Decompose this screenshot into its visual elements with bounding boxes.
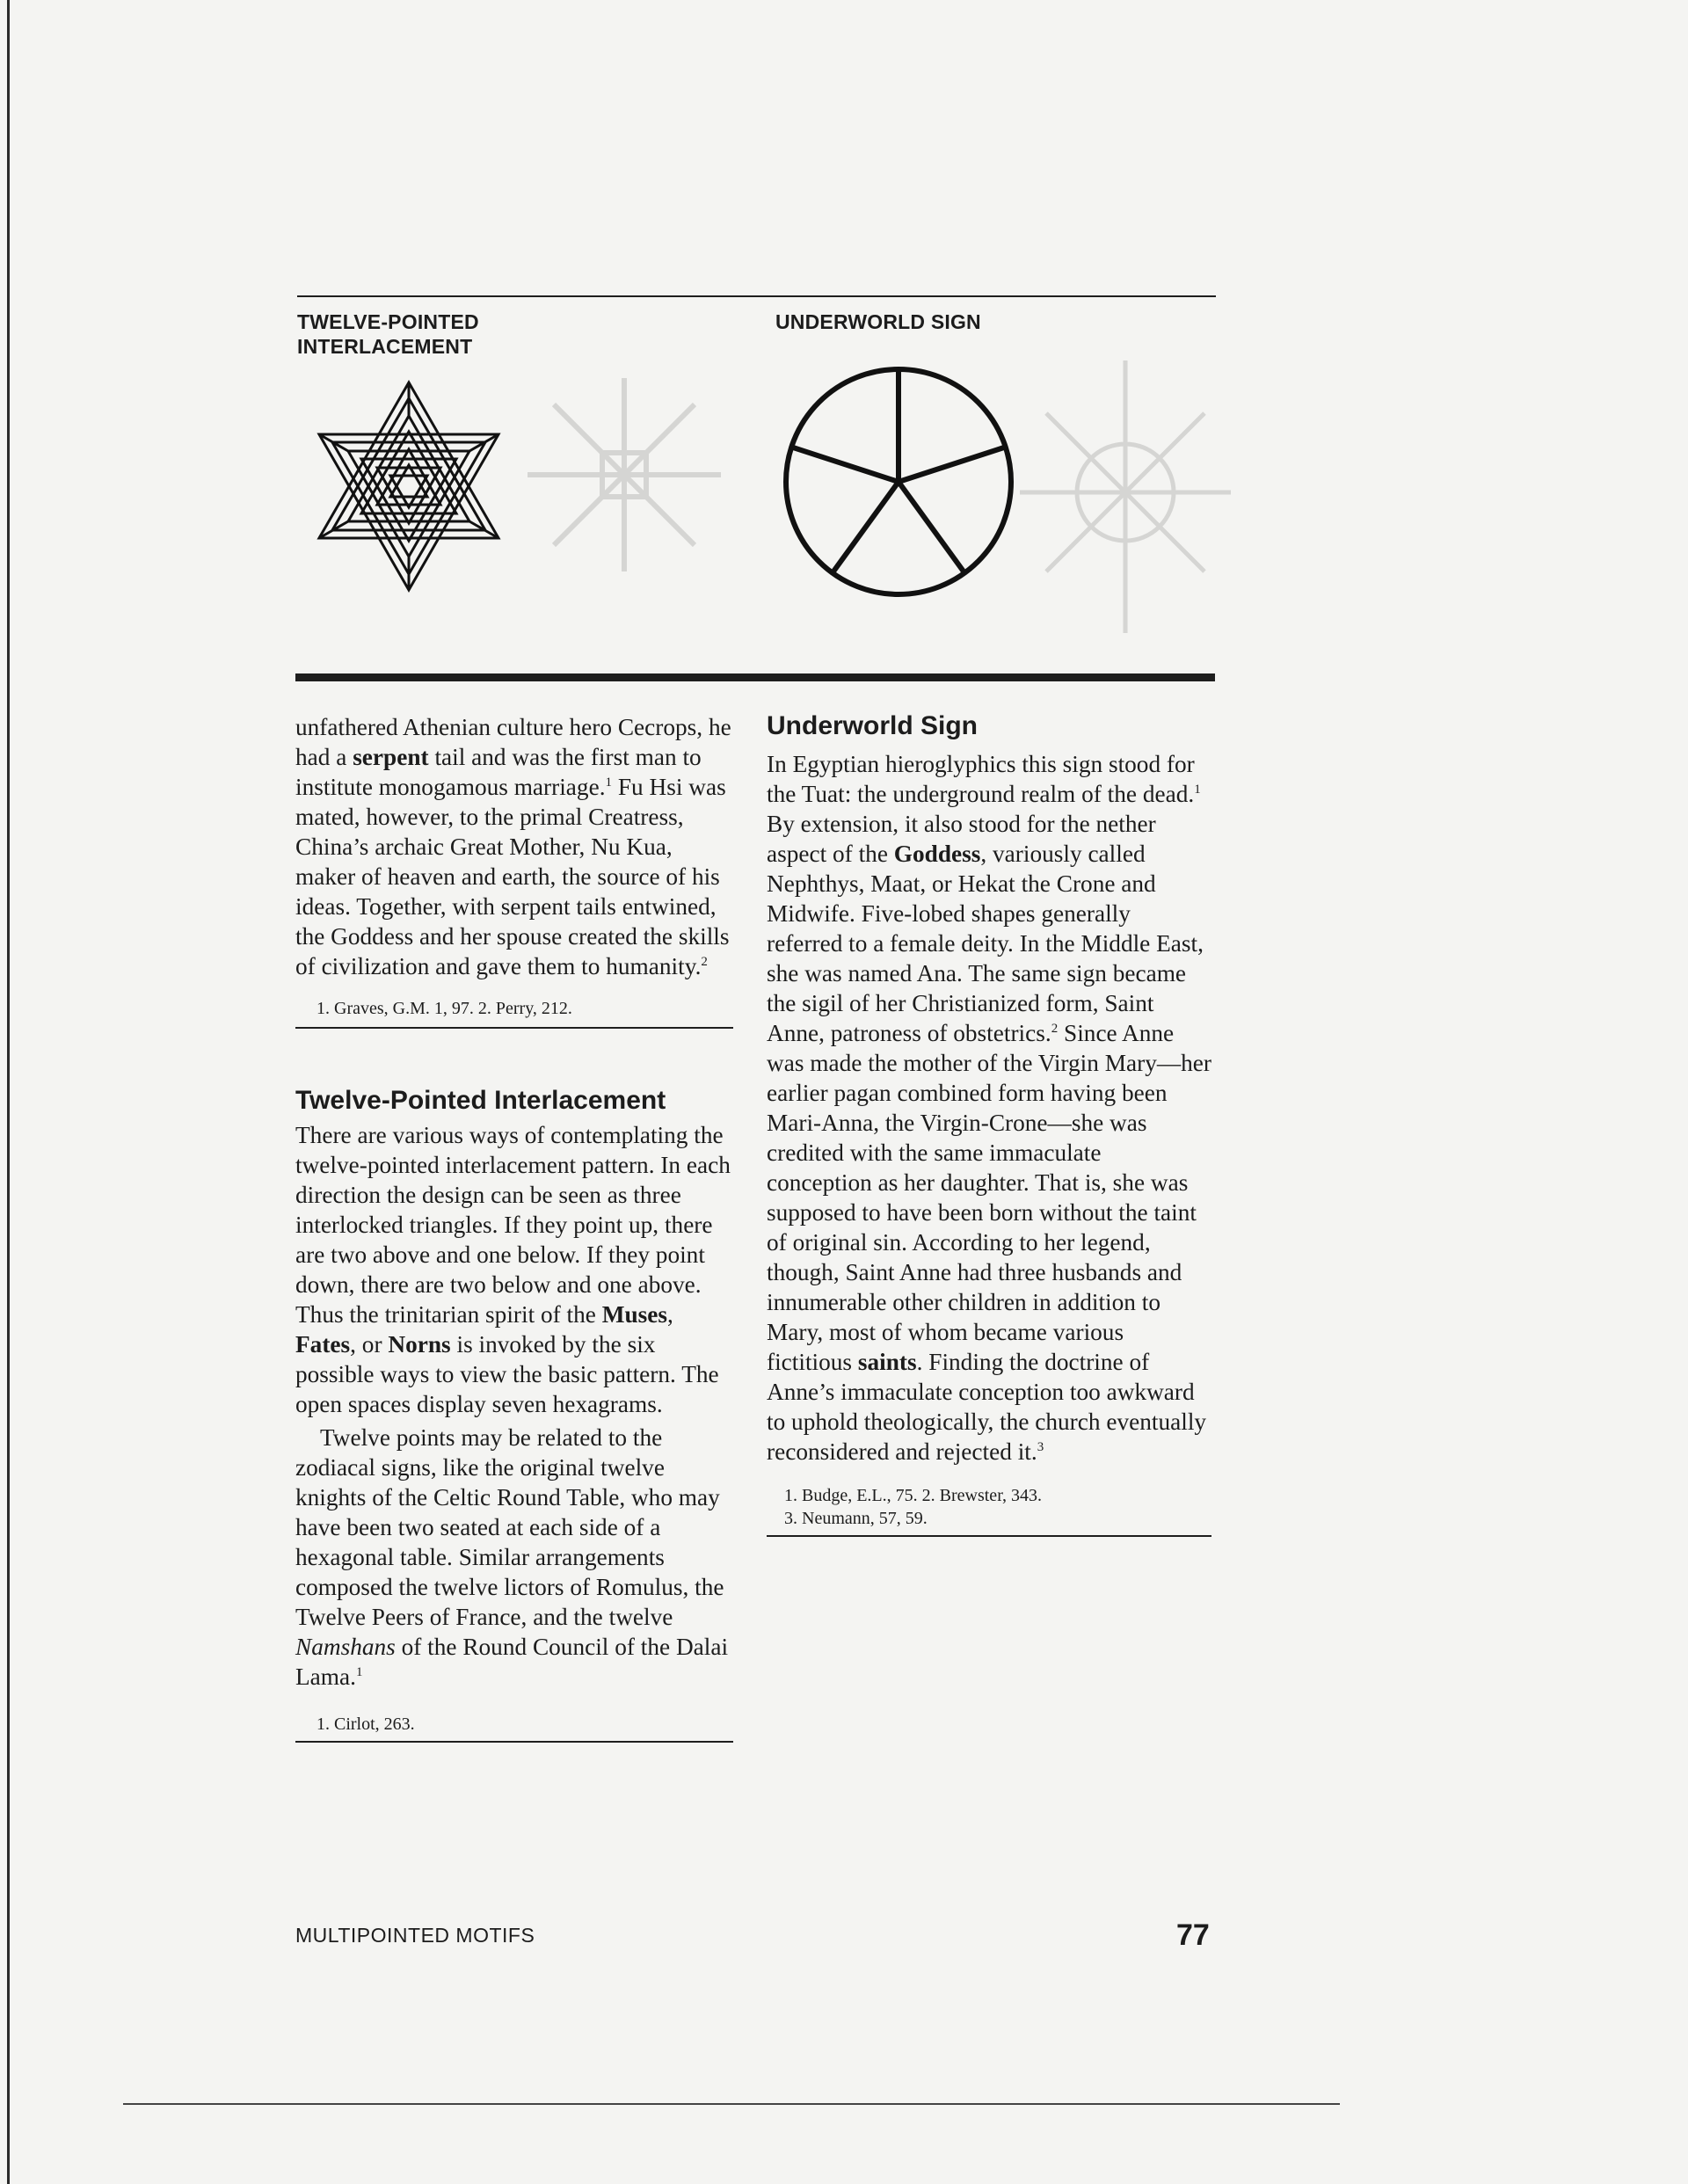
twelve-pointed-interlacement-figure xyxy=(299,374,519,598)
footnotes-underworld: 1. Budge, E.L., 75. 2. Brewster, 343. 3. Neumann, 57, 59. xyxy=(784,1486,1043,1528)
body-paragraph-cecrops: unfathered Athenian culture hero Cecrops, he had a serpent tail and was the first man to institute monogamous marriage.$^1$ Fu Hsi was mated, however, to the primal Creatress, China’s archaic Great Mother, Nu Kua, maker of heaven and earth, the source of his ideas. Together, with serpent tails entwined, the Goddess and her spouse created the skills of civilization and gave them to humanity.$^2$ xyxy=(295,714,731,979)
cross-reference-muses: Muses xyxy=(601,1301,668,1328)
right-column xyxy=(767,710,1211,1537)
cross-reference-fates: Fates xyxy=(295,1331,351,1358)
section-heading-underworld-sign: Underworld Sign xyxy=(767,711,978,740)
cross-reference-serpent: serpent xyxy=(353,744,429,770)
bleed-through-ghost-left xyxy=(510,360,738,589)
section-heavy-rule xyxy=(295,673,1215,681)
cross-reference-saints: saints xyxy=(857,1349,917,1375)
cross-reference-goddess: Goddess xyxy=(893,841,981,867)
scan-bottom-edge-line xyxy=(123,2103,1340,2105)
footnote-rule xyxy=(295,1027,733,1029)
figure-caption-twelve-pointed: TWELVE-POINTED INTERLACEMENT xyxy=(297,310,479,358)
footnote-rule xyxy=(295,1741,733,1743)
body-paragraph-twelve-points: Twelve points may be related to the zodiacal signs, like the original twelve knights of the Celtic Round Table, who may have been two seated at each side of a hexagonal table. Similar arrangements composed the twelve lictors of Romulus, the Twelve Peers of France, and the twelve Namshans of the Round Council of the Dalai Lama.$^1$ xyxy=(295,1424,729,1690)
left-column xyxy=(295,712,733,1743)
figure-caption-underworld-sign: UNDERWORLD SIGN xyxy=(775,310,981,333)
footnotes-cecrops: 1. Graves, G.M. 1, 97. 2. Perry, 212. xyxy=(316,999,572,1018)
body-paragraph-interlacement: There are various ways of contemplating the twelve-pointed interlacement pattern. In each direction the design can be seen as three interlocked triangles. If they point up, there are two above and one below. If they point down, there are two below and one above. Thus the trinitarian spirit of the Muses, Fates, or Norns is invoked by the six possible ways to view the basic pattern. The open spaces display seven hexagrams. xyxy=(295,1122,731,1417)
top-rule xyxy=(297,295,1216,297)
footnotes-interlacement: 1. Cirlot, 263. xyxy=(316,1714,415,1734)
page-number: 77 xyxy=(1176,1918,1210,1952)
cross-reference-norns: Norns xyxy=(388,1331,451,1358)
section-heading-twelve-pointed-interlacement: Twelve-Pointed Interlacement xyxy=(295,1086,666,1115)
underworld-sign-figure xyxy=(775,359,1022,605)
bleed-through-ghost-right xyxy=(1011,352,1240,642)
scan-page-edge xyxy=(7,0,10,2184)
body-paragraph-underworld: In Egyptian hieroglyphics this sign stood for the Tuat: the underground realm of the dead.$^1$ By extension, it also stood for the nether aspect of the Goddess, variously called Nephthys, Maat, or Hekat the Crone and Midwife. Five-lobed shapes generally referred to a female deity. In the Middle East, she was named Ana. The same sign became the sigil of her Christianized form, Saint Anne, patroness of obstetrics.$^2$ Since Anne was made the mother of the Virgin Mary—her earlier pagan combined form having been Mari-Anna, the Virgin-Crone—she was credited with the same immaculate conception as her daughter. That is, she was supposed to have been born without the taint of original sin. According to her legend, though, Saint Anne had three husbands and innumerable other children in addition to Mary, most of whom became various fictitious saints. Finding the doctrine of Anne’s immaculate conception too awkward to uphold theologically, the church eventually reconsidered and rejected it.$^3$ xyxy=(767,751,1212,1465)
footnote-rule xyxy=(767,1535,1211,1537)
running-footer-section: MULTIPOINTED MOTIFS xyxy=(295,1924,535,1947)
